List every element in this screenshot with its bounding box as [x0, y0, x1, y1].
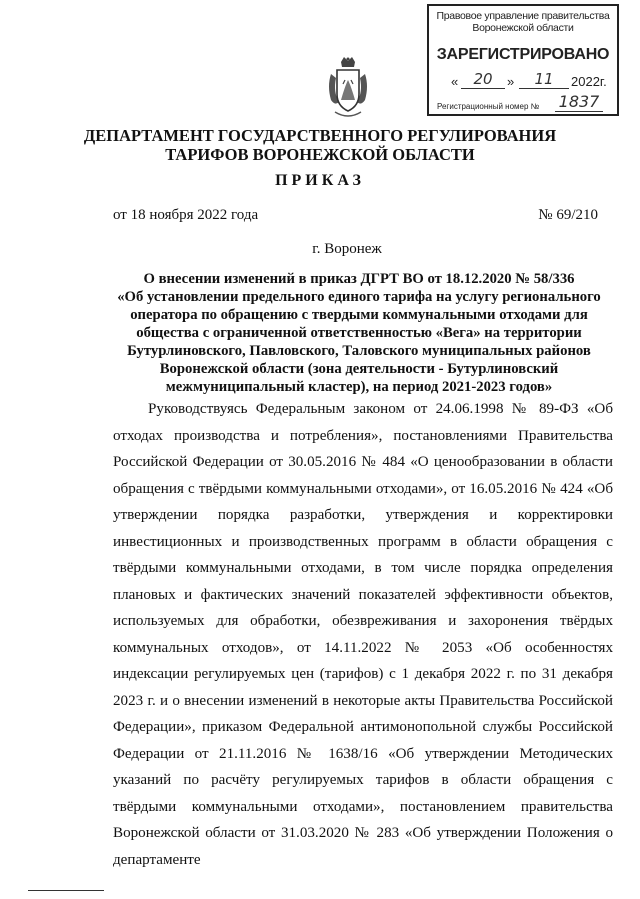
body-paragraph: Руководствуясь Федеральным законом от 24.06.1998 № 89-ФЗ «Об отходах производства и потребления», постановлениями Правительства Российской Федерации от 30.05.2016 № 484 «О ценообразовании в области обращения с твёрдыми коммунальными отходами», от 16.05.2016 № 424 «Об утверждении порядка разработки, утверждения и корректировки инвестиционных и производственных программ в области обращения с твёрдыми коммунальными отходами, в том числе порядка определения плановых и фактических значений показателей эффективности объектов, используемых для обработки, обезвреживания и захоронения твёрдых коммунальных отходов», от 14.11.2022 № 2053 «Об особенностях индексации регулируемых цен (тарифов) с 1 декабря 2022 г. по 31 декабря 2023 г. и о внесении изменений в некоторые акты Правительства Российской Федерации», приказом Федеральной антимонопольной службы Российской Федерации от 21.11.2016 № 1638/16 «Об утверждении Методических указаний по расчёту регулируемых тарифов в области обращения с твёрдыми коммунальными отходами», постановлением правительства Воронежской области от 31.03.2020 № 283 «Об утверждении Положения о департаменте [113, 401, 613, 868]
stamp-date [439, 70, 611, 92]
stamp-reg-number [437, 92, 611, 114]
stamp-registered-label: ЗАРЕГИСТРИРОВАНО [436, 46, 610, 63]
order-body [113, 396, 613, 873]
stamp-month: 11 [519, 70, 569, 89]
footnote-divider [28, 890, 104, 891]
stamp-quote-open: « [451, 74, 459, 89]
stamp-organization [429, 10, 617, 34]
coat-of-arms-icon [325, 56, 371, 120]
document-type: ПРИКАЗ [275, 172, 365, 189]
subject-line: межмуниципальный кластер), на период 2021-2023 годов» [165, 379, 553, 395]
stamp-org-line-2: Воронежской области [472, 22, 574, 34]
stamp-reg-number-value: 1837 [555, 92, 603, 112]
department-title-line-2: ТАРИФОВ ВОРОНЕЖСКОЙ ОБЛАСТИ [165, 145, 475, 164]
stamp-org-line-1: Правовое управление правительства [436, 10, 610, 22]
subject-line: «Об установлении предельного единого тарифа на услугу регионального [117, 289, 601, 305]
order-date: от 18 ноября 2022 года [113, 207, 259, 223]
stamp-day: 20 [461, 70, 505, 89]
subject-line: оператора по обращению с твердыми коммунальными отходами для [130, 307, 588, 323]
stamp-quote-close: » [507, 74, 515, 89]
stamp-reg-number-label: Регистрационный номер № [437, 102, 540, 111]
registration-stamp [427, 4, 619, 116]
department-title [40, 126, 600, 164]
order-subject [100, 270, 618, 396]
order-number: № 69/210 [538, 207, 598, 223]
city: г. Воронеж [312, 241, 382, 257]
subject-line: общества с ограниченной ответственностью «Вега» на территории [136, 325, 582, 341]
stamp-year: 2022г. [571, 74, 607, 89]
department-title-line-1: ДЕПАРТАМЕНТ ГОСУДАРСТВЕННОГО РЕГУЛИРОВАНИЯ [83, 126, 557, 145]
subject-line: Бутурлиновского, Павловского, Таловского муниципальных районов [127, 343, 591, 359]
subject-line: Воронежской области (зона деятельности - Бутурлиновский [159, 361, 559, 377]
subject-line: О внесении изменений в приказ ДГРТ ВО от 18.12.2020 № 58/336 [143, 271, 575, 287]
